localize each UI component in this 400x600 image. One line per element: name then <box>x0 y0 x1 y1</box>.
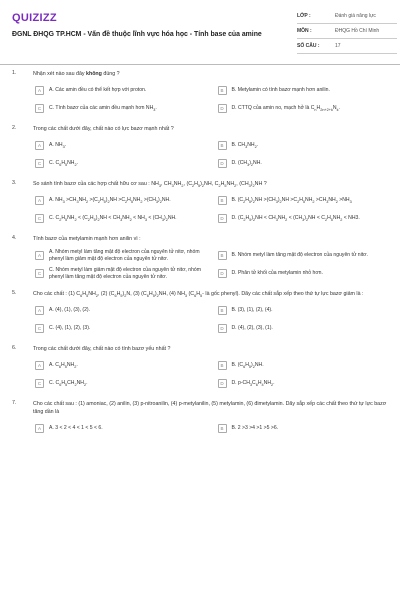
question-text: Trong các chất dưới đây, chất nào có lực bazơ mạnh nhất ? <box>33 126 174 132</box>
meta-label: MÔN : <box>297 28 312 34</box>
answer-option-b[interactable] <box>216 193 391 208</box>
answer-option-c[interactable] <box>33 376 208 391</box>
option-text: C. $C_6H_5NH_2$. <box>49 160 79 168</box>
answer-option-d[interactable] <box>216 211 391 226</box>
question-text: Cho các chất sau : (1) amoniac, (2) anilin, (3) p-nitroanilin, (4) p-metylanilin, (5) metylamin, (6) đimetylamin. Dãy sắp xếp các chất theo thứ tự lực bazơ tăng dần là <box>33 401 387 415</box>
option-letter-box: A <box>35 306 44 315</box>
option-text: D. $(CH_3)_2NH$. <box>231 160 262 168</box>
option-text: B. (3), (1), (2), (4). <box>231 307 273 313</box>
question-5 <box>0 290 400 336</box>
option-letter-box: B <box>218 424 227 433</box>
answer-option-d[interactable] <box>216 266 391 281</box>
meta-row-subject <box>297 24 397 39</box>
answer-option-c[interactable] <box>33 101 208 116</box>
answer-option-a[interactable] <box>33 138 208 153</box>
option-letter-box: D <box>218 269 227 278</box>
question-number: 5. <box>12 290 17 296</box>
answer-options <box>33 358 390 391</box>
option-text: B. $CH_3NH_2$. <box>231 142 259 150</box>
option-letter-box: A <box>35 196 44 205</box>
option-letter-box: A <box>35 424 44 433</box>
option-text: A. $C_6H_5NH_2$. <box>49 362 78 370</box>
option-letter-box: C <box>35 214 44 223</box>
answer-option-c[interactable] <box>33 211 208 226</box>
meta-value: ĐHQG Hồ Chí Minh <box>335 28 380 34</box>
option-text: D. Phân tử khối của metylamin nhỏ hơn. <box>231 270 323 276</box>
option-letter-box: B <box>218 141 227 150</box>
option-letter-box: B <box>218 361 227 370</box>
option-text: A. $NH_3$. <box>49 142 67 150</box>
meta-label: LỚP : <box>297 13 311 19</box>
option-text: A. (4), (1), (3), (2). <box>49 307 91 313</box>
option-letter-box: B <box>218 306 227 315</box>
question-4 <box>0 235 400 281</box>
meta-value: Đánh giá năng lực <box>335 13 376 19</box>
meta-row-count <box>297 39 397 54</box>
answer-option-b[interactable] <box>216 83 391 98</box>
answer-option-a[interactable] <box>33 358 208 373</box>
option-letter-box: B <box>218 196 227 205</box>
answer-options <box>33 303 390 336</box>
option-text: B. 2 >3 >4 >1 >5 >6. <box>231 425 279 431</box>
answer-option-b[interactable] <box>216 303 391 318</box>
option-text: A. Các amin đều có thể kết hợp với proton. <box>49 87 147 93</box>
option-text: C. $C_2H_5NH_2 < (C_2H_5)_2NH < CH_3NH_2 < NH_3 < (CH_3)_2NH$. <box>49 215 177 223</box>
option-letter-box: D <box>218 324 227 333</box>
question-number: 7. <box>12 400 17 406</box>
option-text: D. (4), (2), (3), (1). <box>231 325 273 331</box>
question-number: 3. <box>12 180 17 186</box>
option-letter-box: C <box>35 379 44 388</box>
question-6 <box>0 345 400 391</box>
option-text: B. $(C_2H_5)_2NH >(CH_3)_2NH >C_2H_5NH_2 >CH_3NH_2 >NH_3$ <box>231 197 352 205</box>
option-text: A. Nhóm metyl làm tăng mật độ electron của nguyên tử nitơ, nhóm phenyl làm giảm mật độ electron của nguyên tử nitơ. <box>49 248 200 262</box>
answer-option-a[interactable] <box>33 248 208 263</box>
answer-option-a[interactable] <box>33 303 208 318</box>
question-3 <box>0 180 400 226</box>
answer-option-d[interactable] <box>216 321 391 336</box>
option-text: D. $(C_2H_5)_2NH < CH_3NH_2 < (CH_3)_2NH < C_2H_5NH_2 < NH3$. <box>231 215 360 223</box>
answer-option-b[interactable] <box>216 421 391 436</box>
answer-options <box>33 421 390 436</box>
question-7 <box>0 400 400 436</box>
option-letter-box: A <box>35 251 44 260</box>
meta-row-class <box>297 9 397 24</box>
answer-option-a[interactable] <box>33 193 208 208</box>
option-text: C. Nhóm metyl làm giảm mật độ electron của nguyên tử nitơ, nhóm phenyl làm tăng mật độ electron của nguyên tử nitơ. <box>49 266 201 280</box>
answer-option-b[interactable] <box>216 358 391 373</box>
option-text: C. Tính bazơ của các amin đều mạnh hơn $NH_3$. <box>49 105 157 113</box>
question-1 <box>0 70 400 116</box>
question-text: Tính bazơ của metylamin mạnh hơn anilin vì : <box>33 236 141 242</box>
option-text: B. Metylamin có tính bazơ mạnh hơn anilin. <box>231 87 330 93</box>
option-letter-box: A <box>35 86 44 95</box>
answer-option-c[interactable] <box>33 156 208 171</box>
option-letter-box: C <box>35 269 44 278</box>
answer-option-c[interactable] <box>33 321 208 336</box>
option-text: C. (4), (1), (2), (3). <box>49 325 91 331</box>
answer-option-b[interactable] <box>216 248 391 263</box>
question-list <box>0 70 400 445</box>
worksheet-title: ĐGNL ĐHQG TP.HCM - Vấn đề thuộc lĩnh vực hóa học - Tính base của amine <box>12 31 262 38</box>
option-text: A. 3 < 2 < 4 < 1 < 5 < 6. <box>49 425 103 431</box>
option-text: B. $(C_6H_5)_2NH$. <box>231 362 264 370</box>
question-number: 4. <box>12 235 17 241</box>
meta-value: 17 <box>335 43 341 49</box>
option-letter-box: D <box>218 104 227 113</box>
option-letter-box: C <box>35 324 44 333</box>
option-letter-box: B <box>218 251 227 260</box>
answer-option-a[interactable] <box>33 421 208 436</box>
answer-options <box>33 248 390 281</box>
option-text: A. $NH_3 >CH_3NH_2 >(C_2H_5)_2NH >C_2H_5NH_2 >(CH_3)_2NH$. <box>49 197 171 205</box>
answer-options <box>33 138 390 171</box>
option-letter-box: A <box>35 141 44 150</box>
answer-option-b[interactable] <box>216 138 391 153</box>
meta-table <box>297 9 397 54</box>
question-text: Cho các chất : (1) $C_6H_5NH_2$, (2) $(C_6H_5)_2N$, (3) $(C_6H_5)_2NH$, (4) $NH_3$ ($C_6H_5-$ là gốc phenyl). Dãy các chất sắp xếp theo thứ tự lực bazơ giảm là : <box>33 291 364 299</box>
option-text: C. $C_6H_5CH_2NH_2$. <box>49 380 88 388</box>
question-2 <box>0 125 400 171</box>
question-text: Trong các chất dưới đây, chất nào có tính bazơ yếu nhất ? <box>33 346 171 352</box>
option-letter-box: D <box>218 159 227 168</box>
option-text: D. CTTQ của amin no, mạch hở là $C_nH_{2n+2+k}N_k$. <box>231 105 340 113</box>
answer-option-d[interactable] <box>216 376 391 391</box>
quizizz-logo: QUIZIZZ <box>12 12 57 24</box>
option-text: D. $p-CH_3C_6H_4NH_2$. <box>231 380 275 388</box>
answer-option-d[interactable] <box>216 101 391 116</box>
question-number: 2. <box>12 125 17 131</box>
answer-option-d[interactable] <box>216 156 391 171</box>
answer-options <box>33 193 390 226</box>
question-number: 6. <box>12 345 17 351</box>
option-letter-box: B <box>218 86 227 95</box>
option-text: B. Nhóm metyl làm tăng mật độ electron của nguyên tử nitơ. <box>231 252 368 258</box>
option-letter-box: A <box>35 361 44 370</box>
meta-label: SỐ CÂU : <box>297 43 320 49</box>
answer-option-a[interactable] <box>33 83 208 98</box>
answer-options <box>33 83 390 116</box>
option-letter-box: C <box>35 159 44 168</box>
question-number: 1. <box>12 70 17 76</box>
option-letter-box: D <box>218 214 227 223</box>
question-text: So sánh tính bazơ của các hợp chất hữu cơ sau : $NH_3$, $CH_3NH_2$, $(C_2H_5)_2NH$, $C_2H_5NH_2$, $(CH_3)_2NH$ ? <box>33 181 267 189</box>
worksheet-header <box>0 0 400 65</box>
answer-option-c[interactable] <box>33 266 208 281</box>
option-letter-box: C <box>35 104 44 113</box>
option-letter-box: D <box>218 379 227 388</box>
question-text: Nhận xét nào sau đây không đúng ? <box>33 71 120 77</box>
